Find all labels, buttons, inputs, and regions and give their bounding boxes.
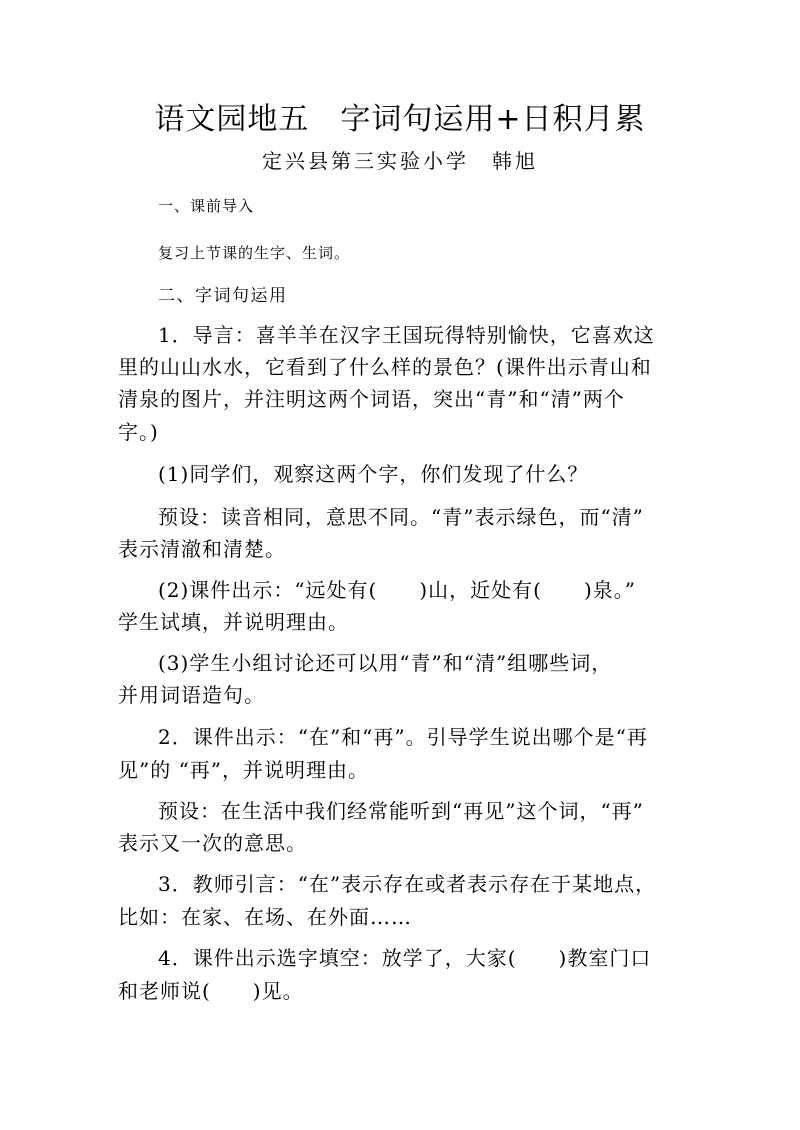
paragraph-line: 里的山山水水，它看到了什么样的景色？(课件出示青山和	[118, 355, 652, 379]
paragraph-line: 4．课件出示选字填空：放学了，大家( )教室门口	[158, 946, 652, 970]
paragraph-line: (3)学生小组讨论还可以用“青”和“清”组哪些词，	[158, 651, 613, 675]
section-heading-intro: 一、课前导入	[158, 197, 255, 215]
paragraph-line: (2)课件出示：“远处有( )山，近处有( )泉。”	[158, 578, 636, 602]
page-title: 语文园地五 字词句运用+日积月累	[154, 102, 646, 137]
paragraph-line: 和老师说( )见。	[118, 979, 304, 1003]
paragraph-line: 复习上节课的生字、生词。	[158, 244, 351, 262]
paragraph-line: 比如：在家、在场、在外面……	[118, 905, 412, 929]
paragraph-line: 1．导言：喜羊羊在汉字王国玩得特别愉快，它喜欢这	[158, 323, 655, 347]
section-heading-usage: 二、字词句运用	[158, 286, 288, 306]
paragraph-line: 2．课件出示：“在”和“再”。引导学生说出哪个是“再	[158, 725, 648, 749]
paragraph-line: 表示清澈和清楚。	[118, 537, 286, 561]
paragraph-line: 3．教师引言：“在”表示存在或者表示存在于某地点，	[158, 872, 657, 896]
paragraph-line: 学生试填，并说明理由。	[118, 610, 349, 634]
paragraph-line: 见”的 “再”，并说明理由。	[118, 758, 370, 782]
paragraph-line: 字。)	[118, 420, 159, 444]
paragraph-line: (1)同学们，观察这两个字，你们发现了什么？	[158, 462, 589, 486]
paragraph-line: 预设：在生活中我们经常能听到“再见”这个词，“再”	[158, 799, 644, 823]
author-line: 定兴县第三实验小学 韩旭	[262, 149, 538, 173]
paragraph-line: 表示又一次的意思。	[118, 831, 307, 855]
paragraph-line: 预设：读音相同，意思不同。“青”表示绿色，而“清”	[158, 505, 644, 529]
paragraph-line: 并用词语造句。	[118, 683, 265, 707]
paragraph-line: 清泉的图片，并注明这两个词语，突出“青”和“清”两个	[118, 387, 625, 411]
